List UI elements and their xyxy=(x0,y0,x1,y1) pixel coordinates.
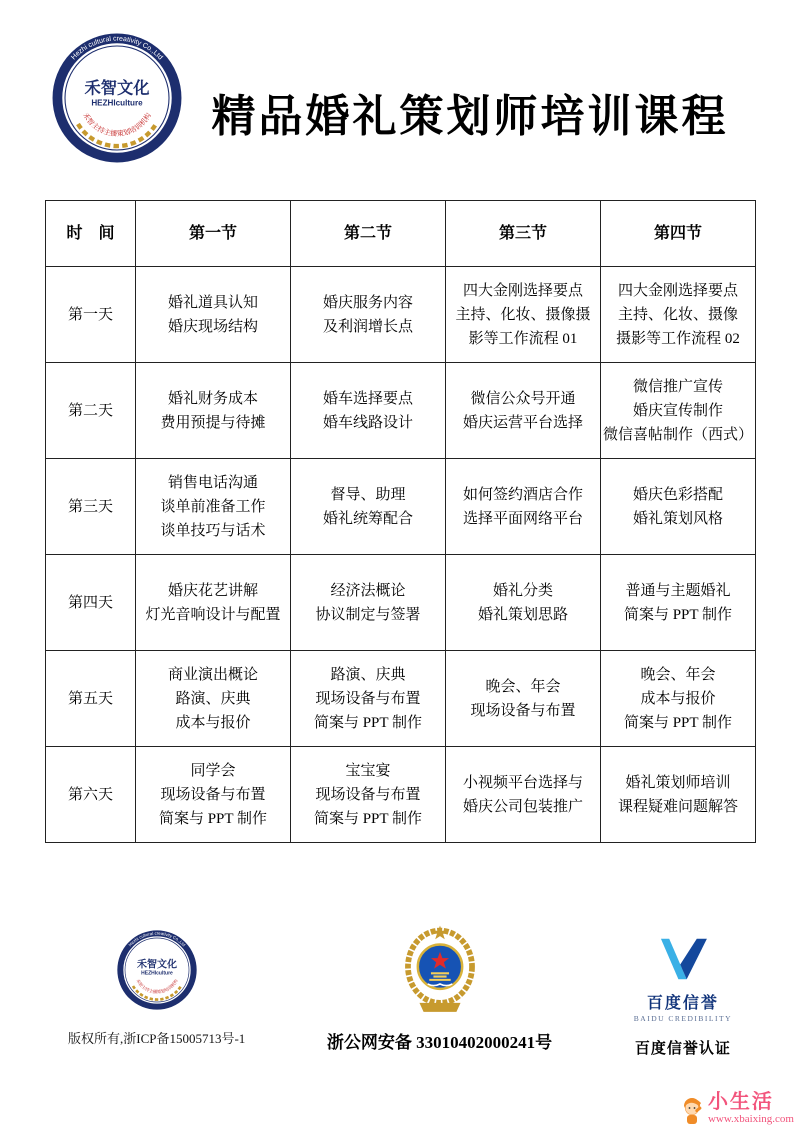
day-label: 第四天 xyxy=(46,555,136,651)
course-cell-line: 婚庆服务内容 xyxy=(322,294,413,311)
course-cell xyxy=(136,267,291,363)
baidu-credibility-name: 百度信誉 xyxy=(646,995,719,1012)
course-cell-line: 婚庆宣传制作 xyxy=(632,402,723,419)
course-cell-line: 婚庆花艺讲解 xyxy=(167,582,258,599)
svg-text:Hezhi cultural creativity Co.,: Hezhi cultural creativity Co.,Ltd xyxy=(127,930,187,948)
header-cell-section3: 第三节 xyxy=(446,201,601,267)
course-cell-line: 协议制定与签署 xyxy=(315,606,421,623)
header-cell-time: 时 间 xyxy=(46,201,136,267)
day-label: 第五天 xyxy=(46,651,136,747)
course-cell xyxy=(291,363,446,459)
course-cell xyxy=(136,651,291,747)
course-cell-line: 灯光音响设计与配置 xyxy=(145,606,281,623)
course-cell xyxy=(446,651,601,747)
course-cell-line: 婚礼道具认知 xyxy=(167,294,258,311)
course-cell-line: 简案与 PPT 制作 xyxy=(313,810,423,827)
course-cell xyxy=(601,267,756,363)
logo-ring-text: Hezhi cultural creativity Co.,Ltd xyxy=(70,35,164,62)
course-cell xyxy=(601,747,756,843)
table-row xyxy=(46,651,756,747)
course-cell xyxy=(291,651,446,747)
baidu-credibility-name-en: BAIDU CREDIBILITY xyxy=(633,1014,732,1023)
day-label: 第六天 xyxy=(46,747,136,843)
svg-text:禾智主持主播策划培训机构: 禾智主持主播策划培训机构 xyxy=(134,978,179,995)
course-cell-line: 同学会 xyxy=(190,762,236,779)
course-cell-line: 现场设备与布置 xyxy=(470,702,576,719)
header-cell-section1: 第一节 xyxy=(136,201,291,267)
course-cell xyxy=(136,363,291,459)
table-row xyxy=(46,363,756,459)
police-record-text: 浙公网安备 33010402000241号 xyxy=(326,1033,553,1052)
day-label: 第二天 xyxy=(46,363,136,459)
course-cell-line: 简案与 PPT 制作 xyxy=(158,810,268,827)
course-cell xyxy=(601,651,756,747)
course-cell-line: 婚礼统筹配合 xyxy=(322,510,413,527)
baidu-cert-text: 百度信誉认证 xyxy=(634,1041,731,1057)
course-cell xyxy=(446,363,601,459)
day-label: 第一天 xyxy=(46,267,136,363)
course-cell-line: 婚庆现场结构 xyxy=(167,318,258,335)
course-cell xyxy=(446,459,601,555)
watermark-site-name: 小生活 xyxy=(707,1090,774,1113)
course-cell xyxy=(446,747,601,843)
table-row xyxy=(46,459,756,555)
course-cell-line: 婚庆色彩搭配 xyxy=(632,486,723,503)
course-cell-line: 婚礼策划师培训 xyxy=(625,774,731,791)
course-cell-line: 晚会、年会 xyxy=(640,666,716,683)
table-row xyxy=(46,555,756,651)
course-cell-line: 销售电话沟通 xyxy=(167,474,258,491)
course-cell-line: 经济法概论 xyxy=(330,582,406,599)
course-cell xyxy=(291,267,446,363)
course-cell xyxy=(291,459,446,555)
course-table-body xyxy=(46,267,756,843)
course-cell-line: 婚车选择要点 xyxy=(322,390,413,407)
course-cell xyxy=(446,555,601,651)
page-title: 精品婚礼策划师培训课程 xyxy=(211,92,729,141)
logo-arc-text: 禾智主持主播策划培训机构 xyxy=(81,111,153,139)
course-cell-line: 四大金刚选择要点 xyxy=(462,282,583,299)
course-cell-line: 婚礼财务成本 xyxy=(167,390,258,407)
course-cell-line: 简案与 PPT 制作 xyxy=(623,714,733,731)
mascot-icon xyxy=(680,1096,704,1126)
course-table xyxy=(45,200,756,843)
table-row xyxy=(46,747,756,843)
police-badge-icon xyxy=(403,924,477,1016)
header-cell-section4: 第四节 xyxy=(601,201,756,267)
course-cell xyxy=(601,363,756,459)
course-cell-line: 主持、化妆、摄像 xyxy=(617,306,738,323)
course-cell-line: 小视频平台选择与 xyxy=(462,774,583,791)
course-cell-line: 婚礼策划风格 xyxy=(632,510,723,527)
site-watermark xyxy=(680,1091,794,1126)
day-label: 第三天 xyxy=(46,459,136,555)
logo-name-en: HEZHIculture xyxy=(91,98,143,108)
svg-text:禾智文化: 禾智文化 xyxy=(136,959,177,971)
footer-copyright-block xyxy=(68,922,245,1058)
hezhi-logo xyxy=(52,33,182,163)
course-cell-line: 宝宝宴 xyxy=(345,762,391,779)
hezhi-logo-small xyxy=(117,930,197,1010)
footer-baidu-block xyxy=(634,922,732,1058)
course-cell-line: 婚庆运营平台选择 xyxy=(462,414,583,431)
course-cell-line: 督导、助理 xyxy=(330,486,406,503)
course-cell-line: 成本与报价 xyxy=(640,690,716,707)
course-cell-line: 晚会、年会 xyxy=(485,678,561,695)
course-cell-line: 婚车线路设计 xyxy=(322,414,413,431)
watermark-site-url: www.xbaixing.com xyxy=(707,1112,794,1125)
course-cell-line: 成本与报价 xyxy=(175,714,251,731)
course-cell-line: 选择平面网络平台 xyxy=(462,510,583,527)
course-cell-line: 简案与 PPT 制作 xyxy=(623,606,733,623)
course-cell-line: 四大金刚选择要点 xyxy=(617,282,738,299)
logo-name-cn: 禾智文化 xyxy=(84,79,150,98)
table-row xyxy=(46,267,756,363)
course-cell xyxy=(446,267,601,363)
course-cell-line: 商业演出概论 xyxy=(167,666,258,683)
course-cell-line: 课程疑难问题解答 xyxy=(617,798,738,815)
course-cell-line: 婚庆公司包装推广 xyxy=(462,798,583,815)
course-cell-line: 路演、庆典 xyxy=(175,690,251,707)
header-cell-section2: 第二节 xyxy=(291,201,446,267)
course-cell-line: 现场设备与布置 xyxy=(315,786,421,803)
course-cell-line: 现场设备与布置 xyxy=(315,690,421,707)
course-cell-line: 主持、化妆、摄像摄 xyxy=(455,306,591,323)
course-cell-line: 现场设备与布置 xyxy=(160,786,266,803)
course-cell-line: 如何签约酒店合作 xyxy=(462,486,583,503)
course-cell-line: 婚礼策划思路 xyxy=(477,606,568,623)
course-cell-line: 费用预提与待摊 xyxy=(160,414,266,431)
course-cell-line: 微信公众号开通 xyxy=(470,390,576,407)
course-cell-line: 微信推广宣传 xyxy=(632,378,723,395)
course-cell-line: 及利润增长点 xyxy=(322,318,413,335)
course-cell-line: 微信喜帖制作（西式） xyxy=(603,426,754,443)
course-cell-line: 简案与 PPT 制作 xyxy=(313,714,423,731)
course-cell-line: 婚礼分类 xyxy=(492,582,553,599)
baidu-credibility-icon xyxy=(652,936,714,982)
course-cell xyxy=(601,555,756,651)
footer xyxy=(0,922,800,1058)
icp-record-text: 版权所有,浙ICP备15005713号-1 xyxy=(68,1031,246,1046)
course-cell-line: 谈单前准备工作 xyxy=(160,498,266,515)
course-cell xyxy=(601,459,756,555)
course-cell xyxy=(136,459,291,555)
table-header-row xyxy=(46,201,756,267)
course-cell xyxy=(136,747,291,843)
course-cell-line: 摄影等工作流程 02 xyxy=(616,330,740,347)
course-cell-line: 路演、庆典 xyxy=(330,666,406,683)
footer-police-block xyxy=(327,922,552,1058)
course-cell-line: 影等工作流程 01 xyxy=(468,330,578,347)
course-cell xyxy=(291,555,446,651)
svg-text:HEZHIculture: HEZHIculture xyxy=(140,970,173,977)
course-cell-line: 谈单技巧与话术 xyxy=(160,522,266,539)
course-cell-line: 普通与主题婚礼 xyxy=(625,582,731,599)
course-cell xyxy=(136,555,291,651)
course-cell xyxy=(291,747,446,843)
